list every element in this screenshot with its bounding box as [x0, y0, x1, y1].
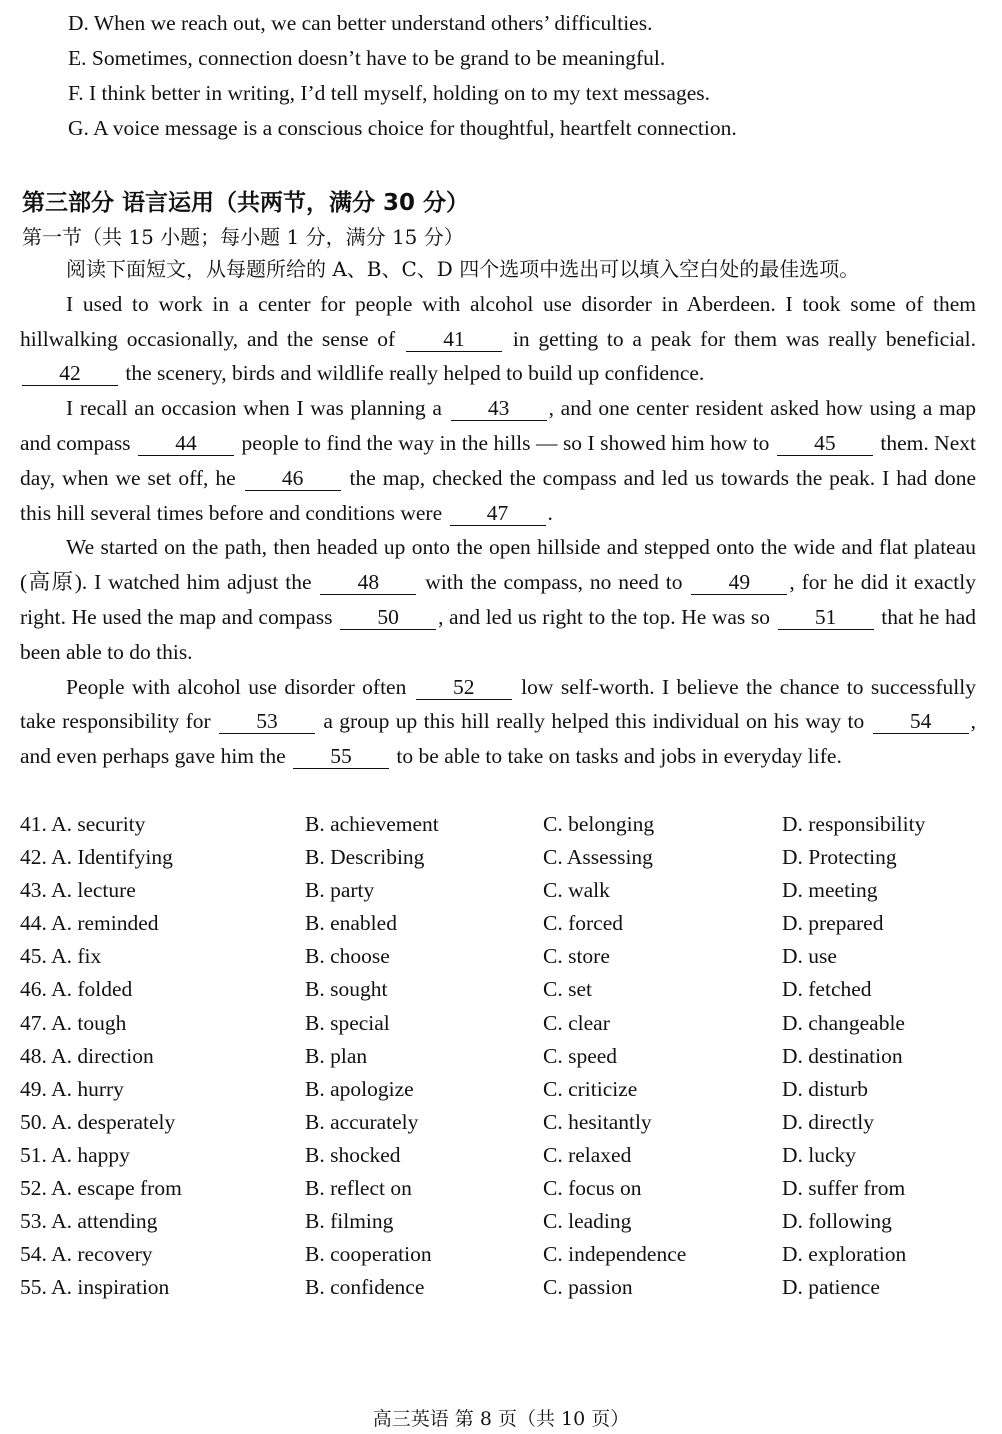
option-b: B. sought — [305, 977, 388, 1002]
option-b: B. accurately — [305, 1109, 419, 1134]
option-b: B. choose — [305, 944, 390, 969]
option-row — [20, 1106, 980, 1139]
option-b: B. reflect on — [305, 1176, 412, 1201]
option-a: 48. A. direction — [20, 1043, 154, 1068]
option-row — [20, 1172, 980, 1205]
option-c: C. walk — [543, 878, 610, 903]
option-c: C. independence — [543, 1242, 687, 1267]
option-d: D. disturb — [782, 1076, 868, 1101]
option-c: C. leading — [543, 1209, 632, 1234]
option-a: 47. A. tough — [20, 1010, 127, 1035]
option-row — [20, 1139, 980, 1172]
blank-54: 54 — [873, 709, 969, 734]
option-a: 52. A. escape from — [20, 1176, 182, 1201]
option-a: 51. A. happy — [20, 1142, 130, 1167]
blank-44: 44 — [138, 431, 234, 456]
blank-46: 46 — [245, 466, 341, 491]
page-footer: 高三英语 第 8 页（共 10 页） — [372, 1408, 630, 1430]
option-d: D. Protecting — [782, 845, 897, 870]
option-d: D. following — [782, 1209, 892, 1234]
option-c: C. speed — [543, 1043, 618, 1068]
option-c: C. passion — [543, 1275, 633, 1300]
option-c: C. belonging — [543, 812, 655, 836]
instruction: 阅读下面短文，从每题所给的 A、B、C、D 四个选项中选出可以填入空白处的最佳选项。 — [66, 257, 860, 281]
prev-option-g: G. A voice message is a conscious choice for thoughtful, heartfelt connection. — [68, 116, 737, 140]
option-d: D. fetched — [782, 977, 872, 1002]
blank-49: 49 — [691, 570, 787, 595]
blank-48: 48 — [320, 570, 416, 595]
option-row — [20, 1040, 980, 1073]
option-d: D. changeable — [782, 1010, 905, 1035]
option-c: C. forced — [543, 911, 623, 936]
option-b: B. shocked — [305, 1142, 401, 1167]
option-c: C. focus on — [543, 1176, 642, 1201]
option-c: C. store — [543, 944, 610, 969]
prev-option-e: E. Sometimes, connection doesn’t have to be grand to be meaningful. — [68, 46, 666, 70]
blank-55: 55 — [293, 744, 389, 769]
option-row — [20, 1007, 980, 1040]
prev-option-f: F. I think better in writing, I’d tell myself, holding on to my text messages. — [68, 81, 710, 105]
prev-option-d: D. When we reach out, we can better understand others’ difficulties. — [68, 11, 653, 35]
option-a: 44. A. reminded — [20, 911, 159, 936]
option-a: 50. A. desperately — [20, 1109, 176, 1134]
option-a: 53. A. attending — [20, 1209, 158, 1234]
option-b: B. achievement — [305, 812, 439, 836]
option-row — [20, 940, 980, 973]
option-d: D. suffer from — [782, 1176, 906, 1201]
option-row — [20, 1271, 980, 1304]
option-a: 54. A. recovery — [20, 1242, 153, 1267]
paragraph-2: I recall an occasion when I was planning a 43 , and one center resident asked how using a map and compass 44 people to find the way in the hills — so I showed him how to 45 them. Next day, when we set off, he 46 the map, checked the compass and led us towards the peak. I had done this hill several times before and conditions were 47 . — [20, 396, 976, 525]
blank-51: 51 — [778, 605, 874, 630]
option-c: C. set — [543, 977, 592, 1002]
option-b: B. party — [305, 878, 375, 903]
option-b: B. special — [305, 1010, 390, 1035]
option-a: 42. A. Identifying — [20, 845, 173, 870]
option-row — [20, 1238, 980, 1271]
option-row — [20, 1205, 980, 1238]
option-b: B. plan — [305, 1043, 368, 1068]
paragraph-1: I used to work in a center for people with alcohol use disorder in Aberdeen. I took some of them hillwalking occasionally, and the sense of 41 in getting to a peak for them was really beneficial. 42 the scenery, birds and wildlife really helped to build up confidence. — [20, 291, 976, 386]
options-table — [20, 808, 980, 1304]
option-b: B. confidence — [305, 1275, 425, 1300]
option-a: 55. A. inspiration — [20, 1275, 170, 1300]
option-d: D. prepared — [782, 911, 884, 936]
section-title: 第三部分 语言运用（共两节，满分 30 分） — [22, 190, 470, 216]
passage — [20, 252, 976, 774]
option-a: 41. A. security — [20, 812, 146, 836]
option-c: C. clear — [543, 1010, 610, 1035]
option-d: D. directly — [782, 1109, 874, 1134]
option-b: B. enabled — [305, 911, 397, 936]
blank-53: 53 — [219, 709, 315, 734]
option-row — [20, 808, 980, 841]
option-d: D. meeting — [782, 878, 878, 903]
blank-50: 50 — [340, 605, 436, 630]
blank-42: 42 — [22, 361, 118, 386]
option-a: 43. A. lecture — [20, 878, 136, 903]
subsection-title: 第一节（共 15 小题；每小题 1 分，满分 15 分） — [22, 225, 464, 249]
blank-52: 52 — [416, 675, 512, 700]
option-c: C. criticize — [543, 1076, 638, 1101]
option-d: D. patience — [782, 1275, 880, 1300]
option-d: D. exploration — [782, 1242, 907, 1267]
paragraph-3: We started on the path, then headed up onto the open hillside and stepped onto the wide and flat plateau (高原). I watched him adjust the 48 with the compass, no need to 49 , for he did it exactly right. He used the map and compass 50 , and led us right to the top. He was so 51 that he had been able to do this. — [20, 535, 977, 664]
option-d: D. lucky — [782, 1142, 857, 1167]
option-row — [20, 973, 980, 1006]
option-b: B. filming — [305, 1209, 394, 1234]
option-c: C. relaxed — [543, 1142, 632, 1167]
option-d: D. destination — [782, 1043, 903, 1068]
option-b: B. Describing — [305, 845, 425, 870]
blank-43: 43 — [451, 396, 547, 421]
option-row — [20, 841, 980, 874]
blank-47: 47 — [450, 501, 546, 526]
option-row — [20, 874, 980, 907]
option-row — [20, 907, 980, 940]
option-b: B. apologize — [305, 1076, 414, 1101]
paragraph-4: People with alcohol use disorder often 52 low self-worth. I believe the chance to successfully take responsibility for 53 a group up this hill really helped this individual on his way to 54 , and even perhaps gave him the 55 to be able to take on tasks and jobs in everyday life. — [20, 674, 977, 769]
option-a: 49. A. hurry — [20, 1076, 124, 1101]
option-a: 46. A. folded — [20, 977, 133, 1002]
blank-41: 41 — [406, 327, 502, 352]
option-d: D. use — [782, 944, 837, 969]
blank-45: 45 — [777, 431, 873, 456]
option-b: B. cooperation — [305, 1242, 432, 1267]
option-row — [20, 1073, 980, 1106]
option-a: 45. A. fix — [20, 944, 102, 969]
option-c: C. hesitantly — [543, 1109, 652, 1134]
option-c: C. Assessing — [543, 845, 653, 870]
option-d: D. responsibility — [782, 812, 926, 836]
